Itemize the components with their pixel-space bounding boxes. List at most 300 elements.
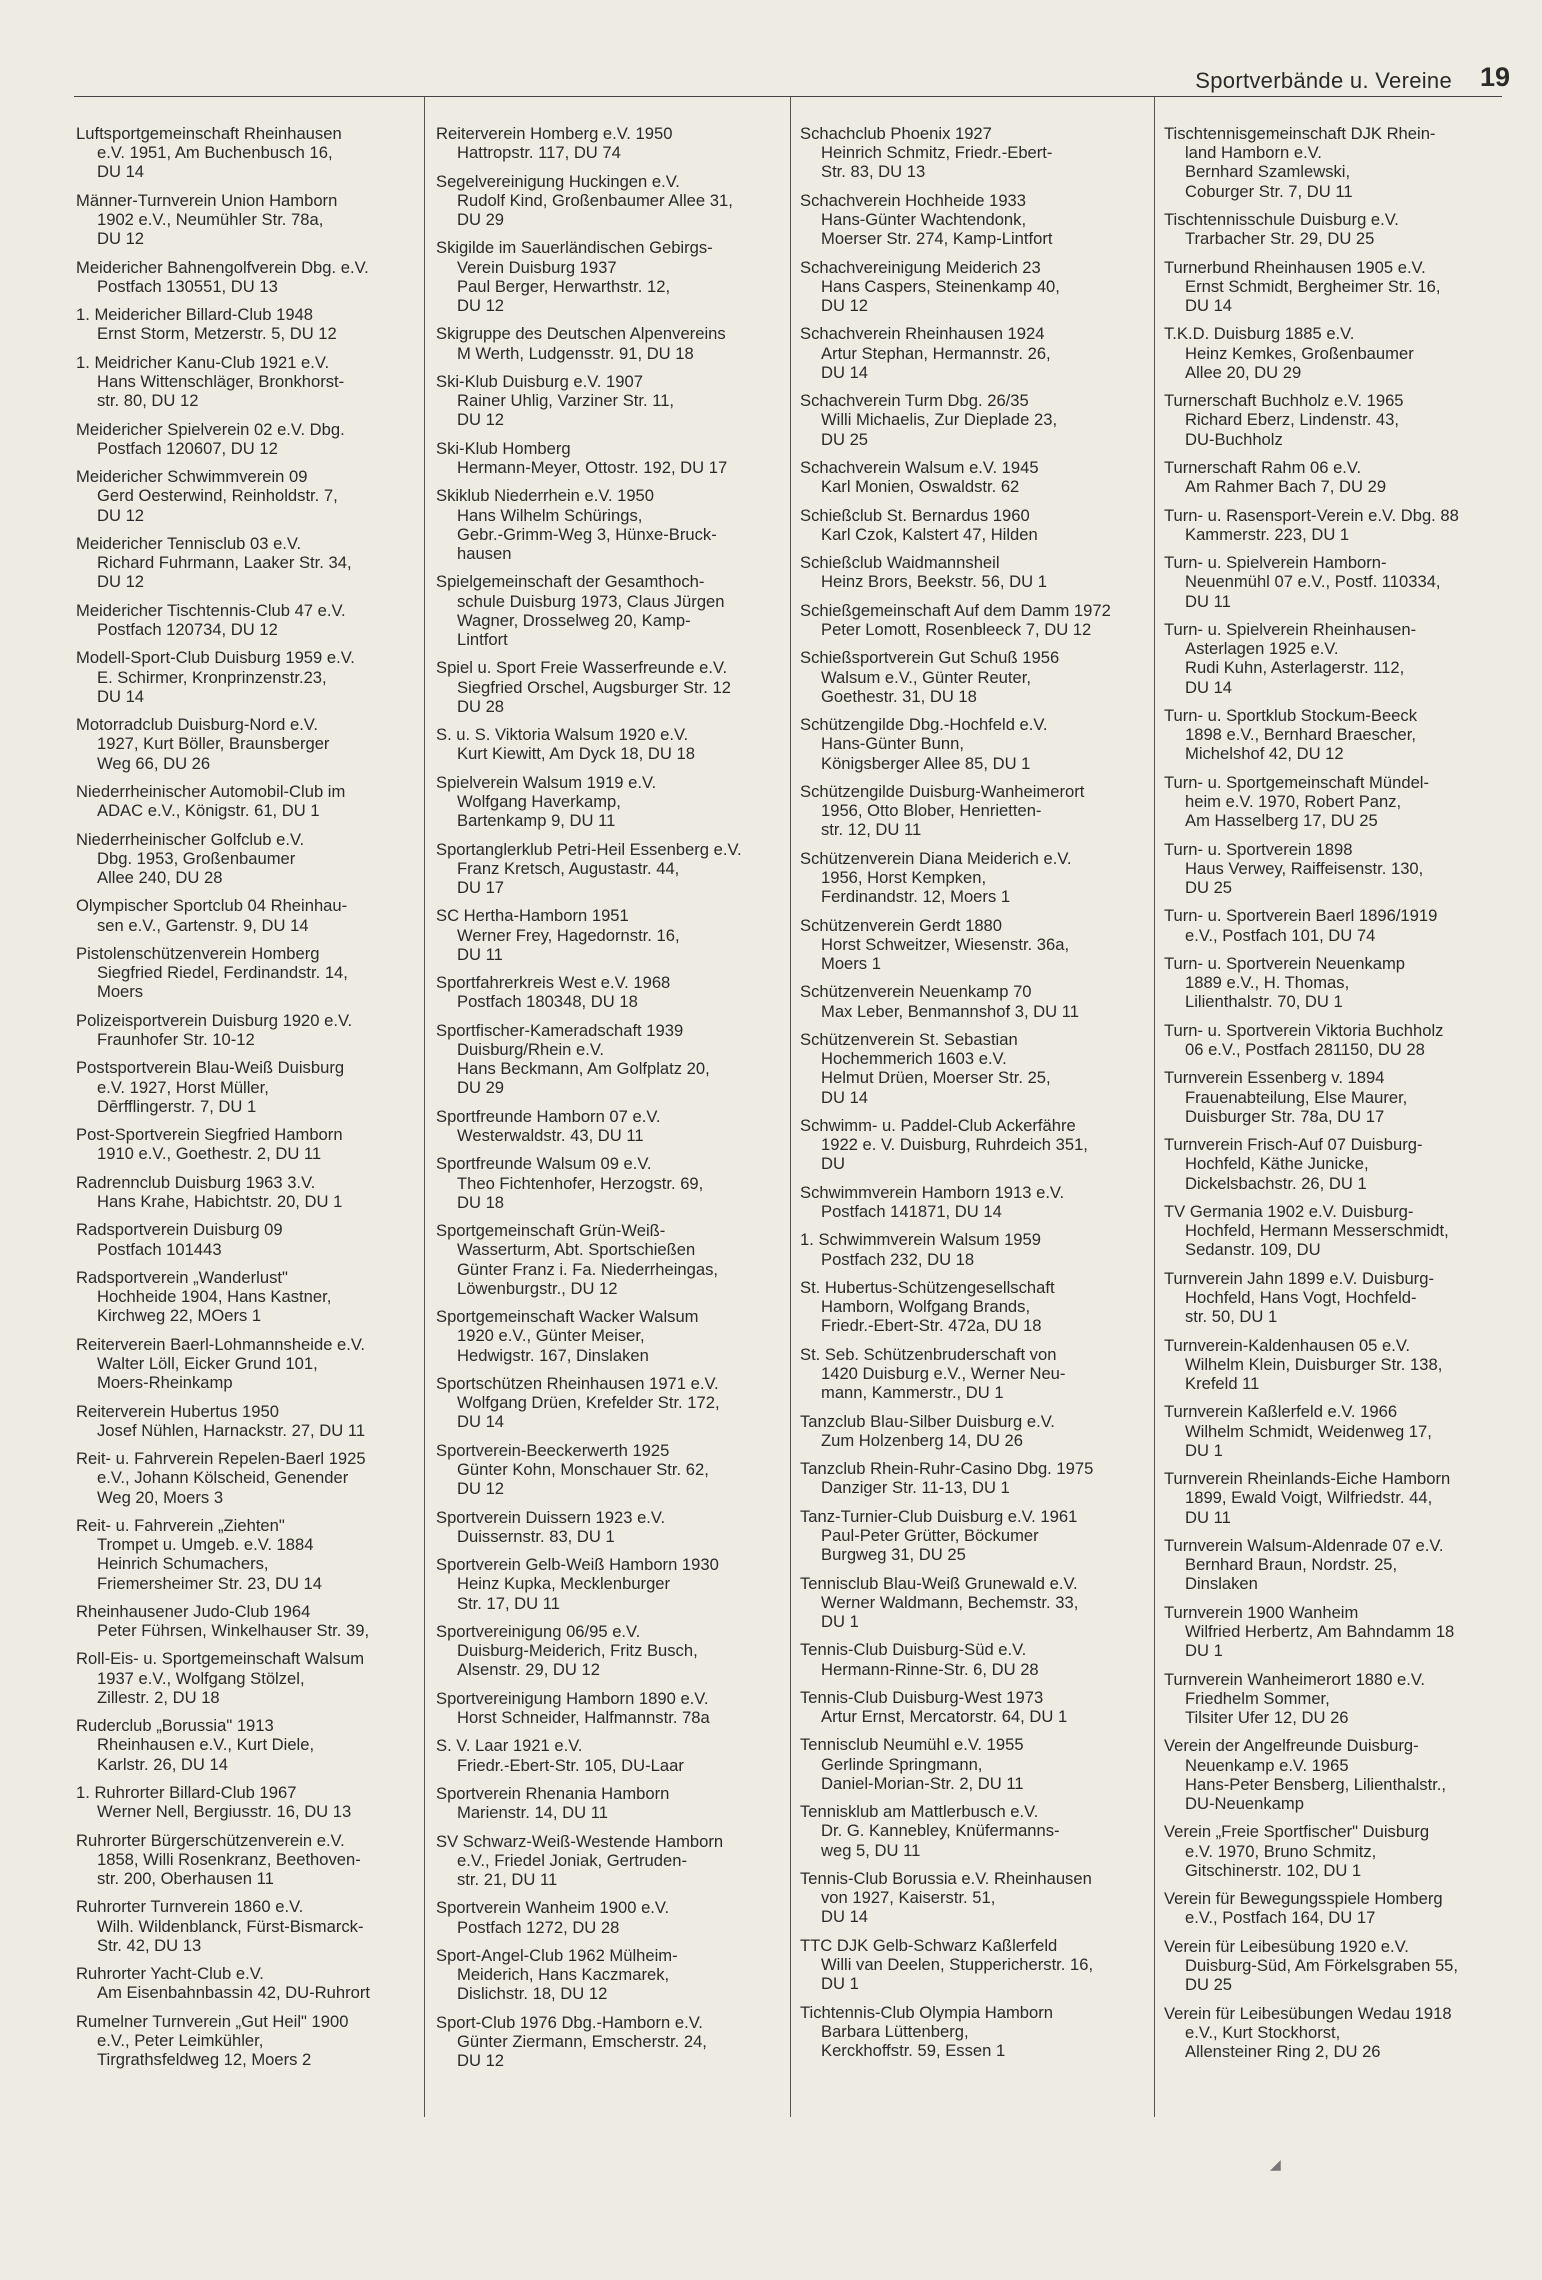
- entry-detail: DU 11: [1185, 1507, 1231, 1527]
- entry-detail: Dickelsbachstr. 26, DU 1: [1185, 1173, 1367, 1193]
- entry-name: Schwimmverein Hamborn 1913 e.V.: [800, 1182, 1065, 1202]
- entry-detail: Peter Lomott, Rosenbleeck 7, DU 12: [821, 619, 1092, 639]
- entry-detail: Tilsiter Ufer 12, DU 26: [1185, 1707, 1349, 1727]
- directory-entry: [800, 258, 1140, 316]
- entry-detail: Moers 1: [821, 953, 881, 973]
- entry-detail: Heinrich Schmitz, Friedr.-Ebert-: [821, 143, 1053, 163]
- entry-name: T.K.D. Duisburg 1885 e.V.: [1164, 324, 1355, 344]
- directory-entry: [1164, 258, 1504, 316]
- entry-detail: Duisburg-Meiderich, Fritz Busch,: [457, 1641, 698, 1661]
- entry-name: Schwimm- u. Paddel-Club Ackerfähre: [800, 1115, 1076, 1135]
- entry-detail: mann, Kammerstr., DU 1: [821, 1383, 1004, 1403]
- directory-entry: [436, 1154, 776, 1212]
- entry-name: Niederrheinischer Golfclub e.V.: [76, 829, 305, 849]
- entry-detail: Wilhelm Schmidt, Weidenweg 17,: [1185, 1421, 1432, 1441]
- entry-detail: Allensteiner Ring 2, DU 26: [1185, 2041, 1381, 2061]
- directory-entry: [436, 1441, 776, 1499]
- entry-detail: Richard Fuhrmann, Laaker Str. 34,: [97, 553, 352, 573]
- entry-name: Sport-Angel-Club 1962 Mülheim-: [436, 1945, 678, 1965]
- directory-entry: [800, 1030, 1140, 1107]
- directory-entry: [800, 124, 1140, 182]
- entry-detail: Hermann-Rinne-Str. 6, DU 28: [821, 1659, 1039, 1679]
- directory-entry: [436, 1898, 776, 1936]
- directory-entry: [76, 1897, 416, 1955]
- entry-name: Schachverein Hochheide 1933: [800, 190, 1027, 210]
- entry-detail: DU 17: [457, 877, 505, 897]
- entry-detail: Gerlinde Springmann,: [821, 1754, 983, 1774]
- directory-entry: [1164, 391, 1504, 449]
- entry-detail: Neuenkamp e.V. 1965: [1185, 1755, 1349, 1775]
- directory-entry: [1164, 324, 1504, 382]
- entry-name: Sportverein Gelb-Weiß Hamborn 1930: [436, 1555, 719, 1575]
- entry-detail: Frauenabteilung, Else Maurer,: [1185, 1087, 1408, 1107]
- entry-detail: DU 14: [821, 1087, 869, 1107]
- entry-detail: Gerd Oesterwind, Reinholdstr. 7,: [97, 486, 338, 506]
- entry-detail: Dr. G. Kannebley, Knüfermanns-: [821, 1821, 1060, 1841]
- entry-detail: Postfach 130551, DU 13: [97, 276, 278, 296]
- entry-name: Turnverein Jahn 1899 e.V. Duisburg-: [1164, 1268, 1434, 1288]
- entry-name: Niederrheinischer Automobil-Club im: [76, 781, 346, 801]
- entry-detail: DU 12: [457, 296, 505, 315]
- entry-name: Ski-Klub Duisburg e.V. 1907: [436, 371, 643, 391]
- entry-detail: Peter Führsen, Winkelhauser Str. 39,: [97, 1621, 370, 1641]
- entry-name: Sportfreunde Hamborn 07 e.V.: [436, 1106, 661, 1126]
- directory-entry: [76, 534, 416, 592]
- directory-entry: [1164, 1670, 1504, 1728]
- directory-entry: [436, 1107, 776, 1145]
- directory-entry: [800, 1183, 1140, 1221]
- entry-detail: Werner Waldmann, Bechemstr. 33,: [821, 1592, 1079, 1612]
- entry-name: TTC DJK Gelb-Schwarz Kaßlerfeld: [800, 1935, 1058, 1955]
- entry-detail: Dērfflingerstr. 7, DU 1: [97, 1096, 257, 1116]
- directory-entry: [800, 1345, 1140, 1403]
- directory-entry: [436, 238, 776, 315]
- entry-detail: E. Schirmer, Kronprinzenstr.23,: [97, 667, 327, 687]
- entry-detail: Allee 240, DU 28: [97, 867, 223, 887]
- directory-entry: [1164, 1202, 1504, 1260]
- directory-entry: [1164, 706, 1504, 764]
- directory-entry: [436, 973, 776, 1011]
- entry-detail: Burgweg 31, DU 25: [821, 1545, 966, 1565]
- entry-detail: DU 29: [457, 210, 505, 229]
- entry-detail: Hans-Peter Bensberg, Lilienthalstr.,: [1185, 1774, 1447, 1794]
- entry-name: Männer-Turnverein Union Hamborn: [76, 190, 338, 210]
- entry-detail: DU 11: [457, 944, 503, 964]
- entry-name: Spielgemeinschaft der Gesamthoch-: [436, 572, 705, 592]
- entry-detail: Paul Berger, Herwarthstr. 12,: [457, 276, 671, 296]
- entry-detail: Wilfried Herbertz, Am Bahndamm 18: [1185, 1621, 1455, 1641]
- entry-detail: Willi Michaelis, Zur Dieplade 23,: [821, 410, 1058, 430]
- entry-detail: land Hamborn e.V.: [1185, 143, 1322, 163]
- entry-name: Turn- u. Sportverein Baerl 1896/1919: [1164, 906, 1438, 926]
- entry-detail: Postfach 232, DU 18: [821, 1249, 975, 1269]
- entry-name: Turn- u. Sportverein Neuenkamp: [1164, 953, 1406, 973]
- entry-name: Turn- u. Rasensport-Verein e.V. Dbg. 88: [1164, 505, 1459, 525]
- entry-detail: Neuenmühl 07 e.V., Postf. 110334,: [1185, 572, 1441, 592]
- entry-detail: 06 e.V., Postfach 281150, DU 28: [1185, 1039, 1425, 1059]
- entry-name: Schießclub St. Bernardus 1960: [800, 505, 1030, 525]
- entry-detail: DU-Neuenkamp: [1185, 1793, 1304, 1813]
- entry-detail: Duissernstr. 83, DU 1: [457, 1526, 615, 1546]
- directory-entry: [76, 1011, 416, 1049]
- directory-entry: [800, 458, 1140, 496]
- directory-entry: [76, 191, 416, 249]
- directory-entry: [800, 648, 1140, 706]
- entry-name: Schützengilde Dbg.-Hochfeld e.V.: [800, 715, 1048, 735]
- entry-detail: heim e.V. 1970, Robert Panz,: [1185, 791, 1402, 811]
- entry-detail: str. 50, DU 1: [1185, 1307, 1278, 1327]
- entry-detail: Willi van Deelen, Stuppericherstr. 16,: [821, 1955, 1094, 1975]
- directory-entry: [436, 840, 776, 898]
- entry-detail: Rudolf Kind, Großenbaumer Allee 31,: [457, 190, 733, 210]
- directory-entry: [76, 1173, 416, 1211]
- entry-detail: DU 1: [1185, 1440, 1223, 1460]
- directory-entry: [800, 1278, 1140, 1336]
- entry-detail: Hans Wittenschläger, Bronkhorst-: [97, 371, 345, 391]
- entry-name: Turnverein Rheinlands-Eiche Hamborn: [1164, 1469, 1451, 1489]
- directory-entry: [436, 1374, 776, 1432]
- entry-detail: e.V. 1951, Am Buchenbusch 16,: [97, 143, 333, 163]
- directory-entry: [800, 1230, 1140, 1268]
- entry-name: Schachclub Phoenix 1927: [800, 124, 992, 143]
- entry-name: Schützengilde Duisburg-Wanheimerort: [800, 781, 1085, 801]
- entry-name: Sportverein Rhenania Hamborn: [436, 1783, 670, 1803]
- entry-detail: Moers: [97, 982, 144, 1002]
- directory-entry: [800, 553, 1140, 591]
- entry-detail: weg 5, DU 11: [821, 1840, 921, 1860]
- column-divider: [1154, 97, 1155, 2117]
- entry-detail: Postfach 141871, DU 14: [821, 1201, 1002, 1221]
- entry-name: Luftsportgemeinschaft Rheinhausen: [76, 124, 342, 143]
- directory-entry: [76, 1649, 416, 1707]
- entry-detail: DU 18: [457, 1192, 505, 1212]
- entry-name: Tanzclub Rhein-Ruhr-Casino Dbg. 1975: [800, 1459, 1094, 1479]
- entry-name: S. u. S. Viktoria Walsum 1920 e.V.: [436, 725, 689, 745]
- entry-detail: DU 29: [457, 1078, 505, 1098]
- entry-detail: Wasserturm, Abt. Sportschießen: [457, 1240, 696, 1260]
- entry-name: Rumelner Turnverein „Gut Heil" 1900: [76, 2011, 349, 2031]
- entry-detail: Friemersheimer Str. 23, DU 14: [97, 1573, 323, 1593]
- column-4: [1164, 124, 1504, 2070]
- entry-detail: DU 14: [97, 162, 145, 182]
- entry-detail: Löwenburgstr., DU 12: [457, 1278, 618, 1298]
- directory-entry: [436, 658, 776, 716]
- entry-detail: Am Hasselberg 17, DU 25: [1185, 811, 1378, 831]
- entry-detail: 1899, Ewald Voigt, Wilfriedstr. 44,: [1185, 1488, 1433, 1508]
- entry-detail: Hochfeld, Hermann Messerschmidt,: [1185, 1221, 1449, 1241]
- entry-name: Radsportverein Duisburg 09: [76, 1220, 283, 1240]
- entry-detail: Gebr.-Grimm-Weg 3, Hünxe-Bruck-: [457, 524, 717, 544]
- entry-detail: Michelshof 42, DU 12: [1185, 744, 1344, 764]
- entry-detail: M Werth, Ludgensstr. 91, DU 18: [457, 343, 694, 363]
- entry-detail: Kirchweg 22, MOers 1: [97, 1306, 262, 1326]
- column-2: [436, 124, 776, 2079]
- directory-entry: [76, 1449, 416, 1507]
- entry-name: Spiel u. Sport Freie Wasserfreunde e.V.: [436, 658, 728, 678]
- entry-name: Tennis-Club Borussia e.V. Rheinhausen: [800, 1869, 1092, 1889]
- directory-entry: [800, 601, 1140, 639]
- directory-entry: [800, 916, 1140, 974]
- entry-detail: Heinrich Schumachers,: [97, 1554, 269, 1574]
- entry-name: Verein für Leibesübungen Wedau 1918: [1164, 2003, 1452, 2023]
- entry-detail: Horst Schweitzer, Wiesenstr. 36a,: [821, 934, 1070, 954]
- entry-name: Turnverein Kaßlerfeld e.V. 1966: [1164, 1402, 1398, 1422]
- entry-name: Polizeisportverein Duisburg 1920 e.V.: [76, 1010, 353, 1030]
- directory-entry: [1164, 1068, 1504, 1126]
- entry-name: Turn- u. Spielverein Hamborn-: [1164, 553, 1387, 573]
- entry-detail: Rainer Uhlig, Varziner Str. 11,: [457, 391, 675, 411]
- directory-entry: [76, 896, 416, 934]
- entry-detail: Meiderich, Hans Kaczmarek,: [457, 1965, 670, 1985]
- directory-entry: [800, 782, 1140, 840]
- directory-entry: [436, 1307, 776, 1365]
- entry-name: Turnverein 1900 Wanheim: [1164, 1602, 1359, 1622]
- entry-detail: Tirgrathsfeldweg 12, Moers 2: [97, 2050, 312, 2070]
- entry-name: Verein „Freie Sportfischer" Duisburg: [1164, 1822, 1430, 1842]
- entry-detail: Karlstr. 26, DU 14: [97, 1754, 228, 1774]
- entry-detail: Trarbacher Str. 29, DU 25: [1185, 229, 1375, 249]
- directory-entry: [1164, 458, 1504, 496]
- entry-name: Sportverein Wanheim 1900 e.V.: [436, 1898, 670, 1918]
- scan-mark: ◢: [1270, 2156, 1281, 2172]
- entry-detail: DU 14: [821, 1907, 869, 1927]
- entry-detail: Moerser Str. 274, Kamp-Lintfort: [821, 229, 1053, 249]
- entry-detail: Haus Verwey, Raiffeisenstr. 130,: [1185, 858, 1424, 878]
- entry-detail: Bernhard Braun, Nordstr. 25,: [1185, 1555, 1398, 1575]
- entry-detail: Lintfort: [457, 629, 508, 649]
- directory-entry: [800, 506, 1140, 544]
- directory-entry: [436, 439, 776, 477]
- entry-detail: Hattropstr. 117, DU 74: [457, 143, 621, 163]
- entry-detail: von 1927, Kaiserstr. 51,: [821, 1888, 996, 1908]
- entry-detail: e.V., Postfach 164, DU 17: [1185, 1908, 1376, 1928]
- entry-detail: Trompet u. Umgeb. e.V. 1884: [97, 1535, 314, 1555]
- entry-name: Tanz-Turnier-Club Duisburg e.V. 1961: [800, 1506, 1078, 1526]
- entry-name: Sportverein Duissern 1923 e.V.: [436, 1507, 666, 1527]
- directory-entry: [1164, 1402, 1504, 1460]
- directory-entry: [800, 982, 1140, 1020]
- entry-name: Tennis-Club Duisburg-West 1973: [800, 1687, 1044, 1707]
- entry-detail: Karl Czok, Kalstert 47, Hilden: [821, 524, 1038, 544]
- entry-detail: Siegfried Orschel, Augsburger Str. 12: [457, 677, 731, 697]
- directory-entry: [436, 1832, 776, 1890]
- directory-entry: [1164, 553, 1504, 611]
- directory-entry: [800, 391, 1140, 449]
- directory-entry: [1164, 1135, 1504, 1193]
- entry-name: Ruhrorter Bürgerschützenverein e.V.: [76, 1830, 345, 1850]
- directory-entry: [436, 1508, 776, 1546]
- directory-entry: [1164, 954, 1504, 1012]
- directory-entry: [436, 725, 776, 763]
- directory-entry: [436, 1021, 776, 1098]
- entry-detail: Gitschinerstr. 102, DU 1: [1185, 1860, 1362, 1880]
- entry-detail: DU 12: [457, 410, 505, 430]
- column-3: [800, 124, 1140, 2069]
- entry-detail: Dbg. 1953, Großenbaumer: [97, 848, 296, 868]
- directory-entry: [1164, 1336, 1504, 1394]
- directory-entry: [436, 572, 776, 649]
- directory-entry: [76, 1268, 416, 1326]
- entry-detail: Bernhard Szamlewski,: [1185, 162, 1351, 182]
- entry-name: Sportfreunde Walsum 09 e.V.: [436, 1154, 652, 1174]
- entry-detail: Günter Kohn, Monschauer Str. 62,: [457, 1459, 709, 1479]
- entry-name: Spielverein Walsum 1919 e.V.: [436, 772, 657, 792]
- entry-detail: Allee 20, DU 29: [1185, 362, 1302, 382]
- directory-entry: [436, 1946, 776, 2004]
- directory-entry: [1164, 620, 1504, 697]
- entry-detail: DU-Buchholz: [1185, 429, 1283, 449]
- directory-entry: [1164, 506, 1504, 544]
- entry-name: TV Germania 1902 e.V. Duisburg-: [1164, 1201, 1414, 1221]
- entry-name: Schachverein Rheinhausen 1924: [800, 324, 1045, 344]
- entry-detail: Dislichstr. 18, DU 12: [457, 1984, 608, 2004]
- entry-name: Schachverein Turm Dbg. 26/35: [800, 391, 1029, 411]
- entry-name: Tennisklub am Mattlerbusch e.V.: [800, 1802, 1039, 1822]
- entry-detail: Theo Fichtenhofer, Herzogstr. 69,: [457, 1173, 704, 1193]
- entry-detail: Friedr.-Ebert-Str. 105, DU-Laar: [457, 1755, 684, 1775]
- entry-name: Turn- u. Sportverein Viktoria Buchholz: [1164, 1020, 1444, 1040]
- entry-name: Modell-Sport-Club Duisburg 1959 e.V.: [76, 648, 355, 668]
- directory-entry: [1164, 2004, 1504, 2062]
- entry-name: Turnverein Frisch-Auf 07 Duisburg-: [1164, 1135, 1423, 1155]
- directory-entry: [800, 324, 1140, 382]
- directory-entry: [436, 1784, 776, 1822]
- entry-detail: Walsum e.V., Günter Reuter,: [821, 667, 1031, 687]
- directory-entry: [800, 1507, 1140, 1565]
- entry-name: Reiterverein Hubertus 1950: [76, 1401, 279, 1421]
- entry-name: SC Hertha-Hamborn 1951: [436, 906, 629, 926]
- entry-detail: Postfach 120734, DU 12: [97, 619, 278, 639]
- entry-detail: Danziger Str. 11-13, DU 1: [821, 1478, 1010, 1498]
- directory-entry: [76, 1783, 416, 1821]
- entry-name: Postsportverein Blau-Weiß Duisburg: [76, 1058, 345, 1078]
- entry-name: Roll-Eis- u. Sportgemeinschaft Walsum: [76, 1649, 365, 1669]
- entry-name: Rheinhausener Judo-Club 1964: [76, 1601, 311, 1621]
- directory-entry: [76, 1335, 416, 1393]
- entry-detail: Str. 42, DU 13: [97, 1935, 202, 1955]
- entry-name: Ruhrorter Yacht-Club e.V.: [76, 1964, 264, 1984]
- entry-name: Tischtennisgemeinschaft DJK Rhein-: [1164, 124, 1436, 143]
- entry-name: Turnerschaft Rahm 06 e.V.: [1164, 457, 1362, 477]
- directory-entry: [1164, 1269, 1504, 1327]
- entry-detail: Karl Monien, Oswaldstr. 62: [821, 477, 1020, 497]
- entry-detail: Alsenstr. 29, DU 12: [457, 1660, 600, 1680]
- directory-entry: [76, 1831, 416, 1889]
- entry-detail: 1420 Duisburg e.V., Werner Neu-: [821, 1363, 1066, 1383]
- entry-name: Tennis-Club Duisburg-Süd e.V.: [800, 1640, 1027, 1660]
- column-1: [76, 124, 416, 2079]
- entry-name: Reiterverein Homberg e.V. 1950: [436, 124, 673, 143]
- entry-detail: Kammerstr. 223, DU 1: [1185, 524, 1350, 544]
- entry-detail: 1898 e.V., Bernhard Braescher,: [1185, 725, 1416, 745]
- entry-name: Schützenverein Diana Meiderich e.V.: [800, 848, 1072, 868]
- entry-detail: Postfach 120607, DU 12: [97, 438, 278, 458]
- entry-detail: DU 14: [457, 1412, 505, 1432]
- entry-name: 1. Meidericher Billard-Club 1948: [76, 305, 314, 325]
- entry-detail: Richard Eberz, Lindenstr. 43,: [1185, 410, 1399, 430]
- directory-entry: [1164, 840, 1504, 898]
- entry-detail: schule Duisburg 1973, Claus Jürgen: [457, 591, 725, 611]
- directory-entry: [800, 1802, 1140, 1860]
- entry-detail: Wolfgang Haverkamp,: [457, 791, 621, 811]
- directory-entry: [800, 2003, 1140, 2061]
- entry-detail: Paul-Peter Grütter, Böckumer: [821, 1525, 1039, 1545]
- entry-name: Meidericher Bahnengolfverein Dbg. e.V.: [76, 257, 369, 277]
- entry-name: Schachverein Walsum e.V. 1945: [800, 457, 1039, 477]
- entry-name: Motorradclub Duisburg-Nord e.V.: [76, 715, 318, 735]
- directory-entry: [436, 773, 776, 831]
- entry-name: Turn- u. Sportverein 1898: [1164, 839, 1353, 859]
- directory-entry: [76, 305, 416, 343]
- entry-detail: ADAC e.V., Königstr. 61, DU 1: [97, 801, 320, 821]
- directory-entry: [76, 420, 416, 458]
- entry-detail: Dinslaken: [1185, 1574, 1258, 1594]
- directory-entry: [76, 648, 416, 706]
- entry-name: 1. Schwimmverein Walsum 1959: [800, 1230, 1041, 1250]
- entry-name: Segelvereinigung Huckingen e.V.: [436, 171, 680, 191]
- entry-detail: DU 14: [97, 686, 145, 706]
- entry-name: Schützenverein Neuenkamp 70: [800, 982, 1032, 1002]
- entry-detail: DU 25: [821, 429, 869, 449]
- entry-detail: sen e.V., Gartenstr. 9, DU 14: [97, 915, 309, 935]
- entry-detail: Walter Löll, Eicker Grund 101,: [97, 1353, 318, 1373]
- entry-name: Post-Sportverein Siegfried Hamborn: [76, 1125, 343, 1145]
- entry-name: 1. Ruhrorter Billard-Club 1967: [76, 1783, 297, 1803]
- directory-entry: [436, 906, 776, 964]
- entry-name: Turn- u. Sportgemeinschaft Mündel-: [1164, 772, 1430, 792]
- directory-entry: [436, 172, 776, 230]
- directory-entry: [800, 191, 1140, 249]
- entry-detail: Hans-Günter Bunn,: [821, 734, 964, 754]
- entry-detail: Heinz Brors, Beekstr. 56, DU 1: [821, 572, 1047, 592]
- directory-entry: [76, 715, 416, 773]
- entry-detail: Wolfgang Drüen, Krefelder Str. 172,: [457, 1393, 720, 1413]
- entry-name: Schützenverein St. Sebastian: [800, 1029, 1018, 1049]
- entry-detail: Am Rahmer Bach 7, DU 29: [1185, 477, 1387, 497]
- entry-detail: 1920 e.V., Günter Meiser,: [457, 1326, 645, 1346]
- entry-detail: Werner Frey, Hagedornstr. 16,: [457, 925, 680, 945]
- entry-detail: Krefeld 11: [1185, 1373, 1260, 1393]
- entry-detail: Barbara Lüttenberg,: [821, 2021, 969, 2041]
- entry-detail: DU 1: [1185, 1641, 1223, 1661]
- entry-detail: Hochfeld, Käthe Junicke,: [1185, 1154, 1369, 1174]
- entry-detail: DU 25: [1185, 877, 1233, 897]
- entry-detail: e.V., Kurt Stockhorst,: [1185, 2022, 1341, 2042]
- entry-detail: Josef Nühlen, Harnackstr. 27, DU 11: [97, 1420, 366, 1440]
- entry-name: Sportschützen Rheinhausen 1971 e.V.: [436, 1373, 719, 1393]
- directory-entry: [436, 1736, 776, 1774]
- entry-name: Meidericher Schwimmverein 09: [76, 467, 308, 487]
- entry-detail: e.V., Peter Leimkühler,: [97, 2031, 264, 2051]
- entry-name: Skigilde im Sauerländischen Gebirgs-: [436, 238, 713, 258]
- entry-detail: Helmut Drüen, Moerser Str. 25,: [821, 1068, 1051, 1088]
- entry-name: Reiterverein Baerl-Lohmannsheide e.V.: [76, 1334, 366, 1354]
- entry-detail: DU 12: [97, 572, 145, 592]
- entry-detail: Duisburg/Rhein e.V.: [457, 1039, 604, 1059]
- directory-entry: [76, 1220, 416, 1258]
- entry-detail: DU 12: [457, 2051, 505, 2071]
- directory-entry: [76, 782, 416, 820]
- entry-name: Skiklub Niederrhein e.V. 1950: [436, 486, 655, 506]
- entry-detail: e.V. 1927, Horst Müller,: [97, 1077, 269, 1097]
- entry-detail: DU 1: [821, 1974, 859, 1994]
- entry-detail: Hans-Günter Wachtendonk,: [821, 210, 1027, 229]
- entry-detail: Hans Beckmann, Am Golfplatz 20,: [457, 1059, 710, 1079]
- entry-detail: 1889 e.V., H. Thomas,: [1185, 973, 1350, 993]
- entry-detail: Ernst Schmidt, Bergheimer Str. 16,: [1185, 276, 1441, 296]
- entry-detail: Königsberger Allee 85, DU 1: [821, 753, 1031, 773]
- entry-detail: Friedhelm Sommer,: [1185, 1688, 1330, 1708]
